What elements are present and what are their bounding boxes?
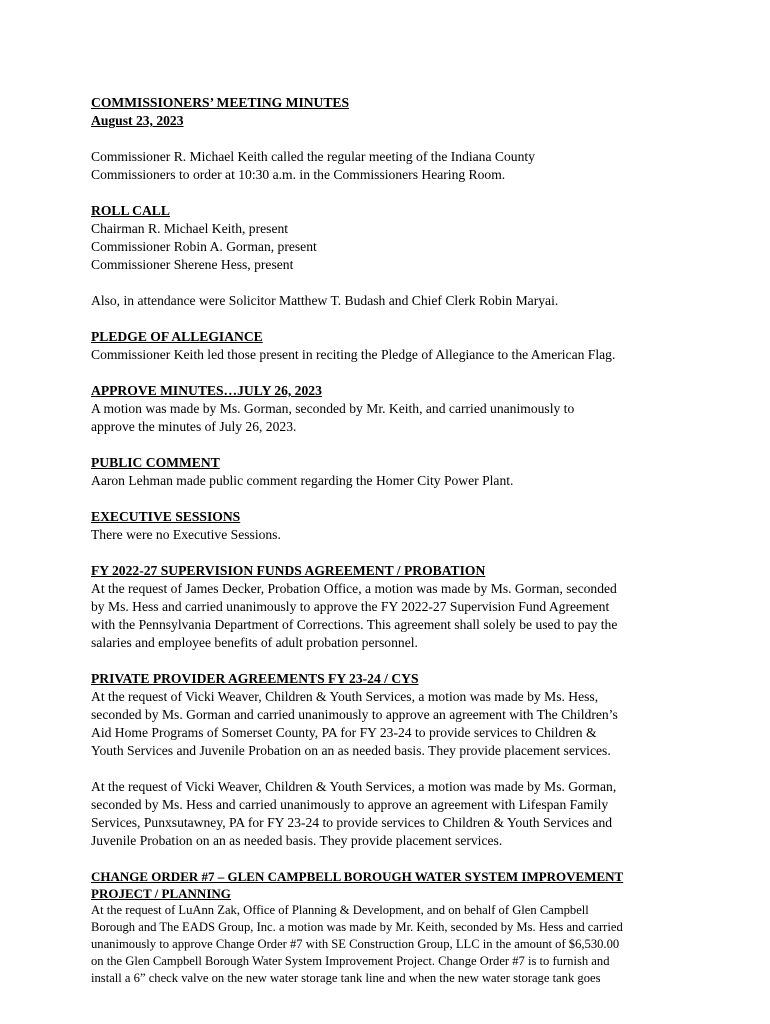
text-line: Commissioner Robin A. Gorman, present <box>91 239 317 254</box>
cys-paragraph-1 <box>91 688 691 760</box>
text-line: Services, Punxsutawney, PA for FY 23-24 to provide services to Children & Youth Services and <box>91 815 613 830</box>
section-heading: PUBLIC COMMENT <box>91 455 220 470</box>
section-approve-minutes <box>91 382 691 436</box>
text-line: on the Glen Campbell Borough Water System Improvement Project. Change Order #7 is to furnish and <box>91 954 610 968</box>
text-line: At the request of LuAnn Zak, Office of Planning & Development, and on behalf of Glen Campbell <box>91 903 589 917</box>
text-line: with the Pennsylvania Department of Corrections. This agreement shall solely be used to pay the <box>91 617 618 632</box>
text-line: install a 6” check valve on the new water storage tank line and when the new water storage tank goes <box>91 971 601 985</box>
text-line: A motion was made by Ms. Gorman, seconded by Mr. Keith, and carried unanimously to <box>91 401 575 416</box>
text-line: There were no Executive Sessions. <box>91 527 281 542</box>
section-heading: PLEDGE OF ALLEGIANCE <box>91 329 263 344</box>
text-line: At the request of Vicki Weaver, Children & Youth Services, a motion was made by Ms. Gorman, <box>91 779 617 794</box>
section-pledge <box>91 328 691 364</box>
section-heading: EXECUTIVE SESSIONS <box>91 509 241 524</box>
attendance-paragraph <box>91 292 691 310</box>
text-line: Aaron Lehman made public comment regarding the Homer City Power Plant. <box>91 473 514 488</box>
intro-paragraph <box>91 148 691 184</box>
section-heading: FY 2022-27 SUPERVISION FUNDS AGREEMENT / PROBATION <box>91 563 486 578</box>
text-line: Commissioner Keith led those present in reciting the Pledge of Allegiance to the American Flag. <box>91 347 616 362</box>
section-heading: ROLL CALL <box>91 203 170 218</box>
text-line: Commissioner Sherene Hess, present <box>91 257 294 272</box>
text-line: seconded by Ms. Hess and carried unanimously to approve an agreement with Lifespan Family <box>91 797 609 812</box>
text-line: salaries and employee benefits of adult probation personnel. <box>91 635 418 650</box>
text-line: Borough and The EADS Group, Inc. a motion was made by Mr. Keith, seconded by Ms. Hess and carried <box>91 920 623 934</box>
section-heading: PRIVATE PROVIDER AGREEMENTS FY 23-24 / CYS <box>91 671 419 686</box>
section-change-order <box>91 868 691 987</box>
section-heading: CHANGE ORDER #7 – GLEN CAMPBELL BOROUGH WATER SYSTEM IMPROVEMENT <box>91 869 624 884</box>
text-line: by Ms. Hess and carried unanimously to approve the FY 2022-27 Supervision Fund Agreement <box>91 599 610 614</box>
meeting-date: August 23, 2023 <box>91 113 184 128</box>
text-line: Chairman R. Michael Keith, present <box>91 221 289 236</box>
text-line: Juvenile Probation on an as needed basis. They provide placement services. <box>91 833 503 848</box>
cys-paragraph-2 <box>91 778 691 850</box>
text-line: Youth Services and Juvenile Probation on an as needed basis. They provide placement services. <box>91 743 611 758</box>
document-header <box>91 94 691 130</box>
text-line: Also, in attendance were Solicitor Matthew T. Budash and Chief Clerk Robin Maryai. <box>91 293 559 308</box>
document-title: COMMISSIONERS’ MEETING MINUTES <box>91 95 350 110</box>
section-private-provider-agreements <box>91 670 691 850</box>
text-line: seconded by Ms. Gorman and carried unanimously to approve an agreement with The Children’s <box>91 707 618 722</box>
text-line: approve the minutes of July 26, 2023. <box>91 419 297 434</box>
text-line: Commissioners to order at 10:30 a.m. in the Commissioners Hearing Room. <box>91 167 506 182</box>
section-roll-call <box>91 202 691 274</box>
text-line: Commissioner R. Michael Keith called the regular meeting of the Indiana County <box>91 149 535 164</box>
section-public-comment <box>91 454 691 490</box>
section-heading-continued: PROJECT / PLANNING <box>91 886 231 901</box>
section-probation-agreement <box>91 562 691 652</box>
text-line: Aid Home Programs of Somerset County, PA for FY 23-24 to provide services to Children & <box>91 725 597 740</box>
section-executive-sessions <box>91 508 691 544</box>
text-line: At the request of Vicki Weaver, Children & Youth Services, a motion was made by Ms. Hess, <box>91 689 599 704</box>
text-line: At the request of James Decker, Probation Office, a motion was made by Ms. Gorman, seconded <box>91 581 617 596</box>
text-line: unanimously to approve Change Order #7 with SE Construction Group, LLC in the amount of $6,530.00 <box>91 937 620 951</box>
minutes-document <box>91 94 691 987</box>
section-heading: APPROVE MINUTES…JULY 26, 2023 <box>91 383 322 398</box>
